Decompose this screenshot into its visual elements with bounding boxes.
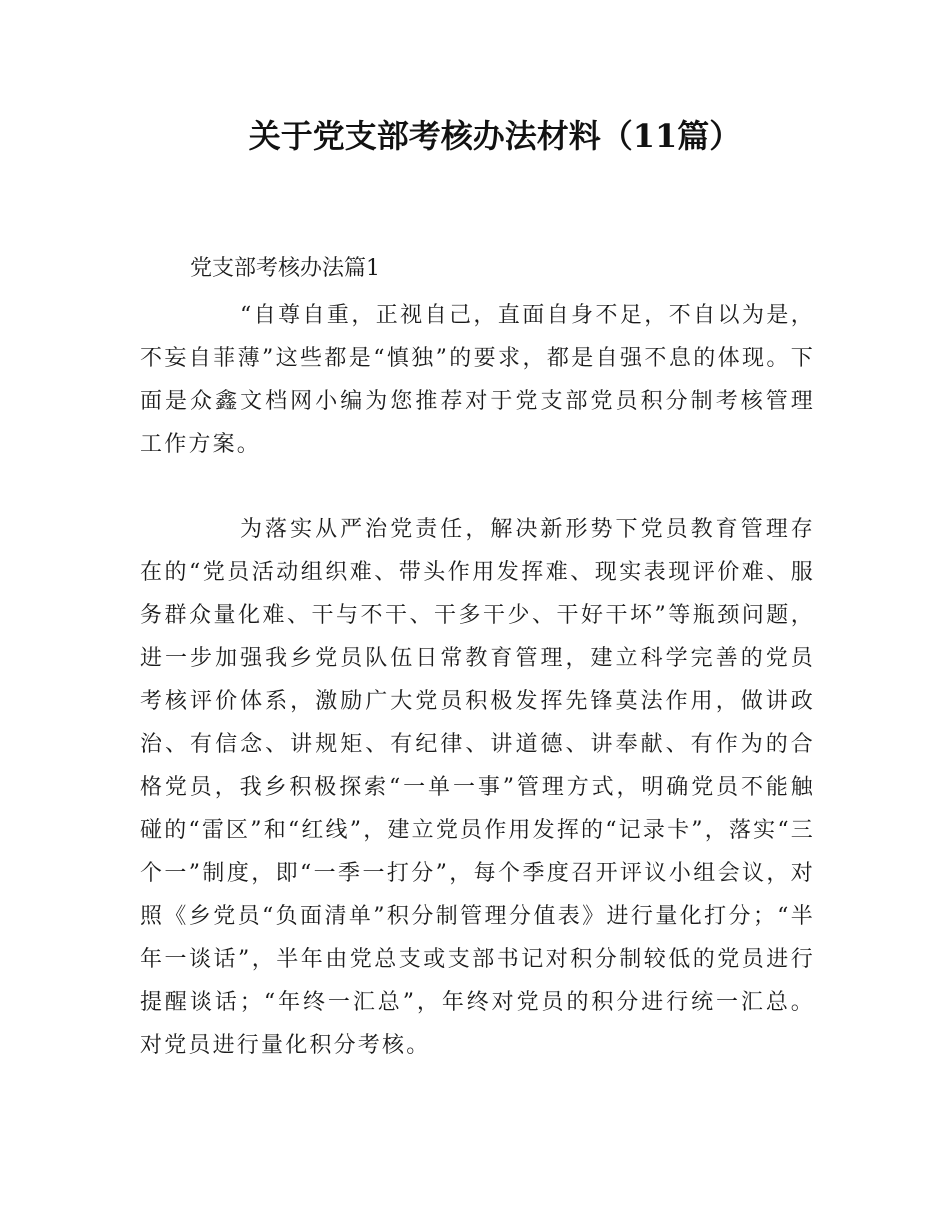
body-paragraph: 为落实从严治党责任，解决新形势下党员教育管理存在的“党员活动组织难、带头作用发挥难、现实表现评价难、服务群众量化难、干与不干、干多干少、干好干坏”等瓶颈问题，进一步加强我乡党员队伍日常教育管理，建立科学完善的党员考核评价体系，激励广大党员积极发挥先锋莫法作用，做讲政治、有信念、讲规矩、有纪律、讲道德、讲奉献、有作为的合格党员，我乡积极探索“一单一事”管理方式，明确党员不能触碰的“雷区”和“红线”，建立党员作用发挥的“记录卡”，落实“三个一”制度，即“一季一打分”，每个季度召开评议小组会议，对照《乡党员“负面清单”积分制管理分值表》进行量化打分；“半年一谈话”，半年由党总支或支部书记对积分制较低的党员进行提醒谈话；“年终一汇总”，年终对党员的积分进行统一汇总。对党员进行量化积分考核。 [140, 517, 815, 1058]
document-title: 关于党支部考核办法材料（11篇） [248, 117, 742, 155]
section-heading: 党支部考核办法篇1 [190, 256, 380, 281]
body-paragraph: “自尊自重，正视自己，直面自身不足，不自以为是，不妄自菲薄”这些都是“慎独”的要求，都是自强不息的体现。下面是众鑫文档网小编为您推荐对于党支部党员积分制考核管理工作方案。 [140, 303, 815, 457]
